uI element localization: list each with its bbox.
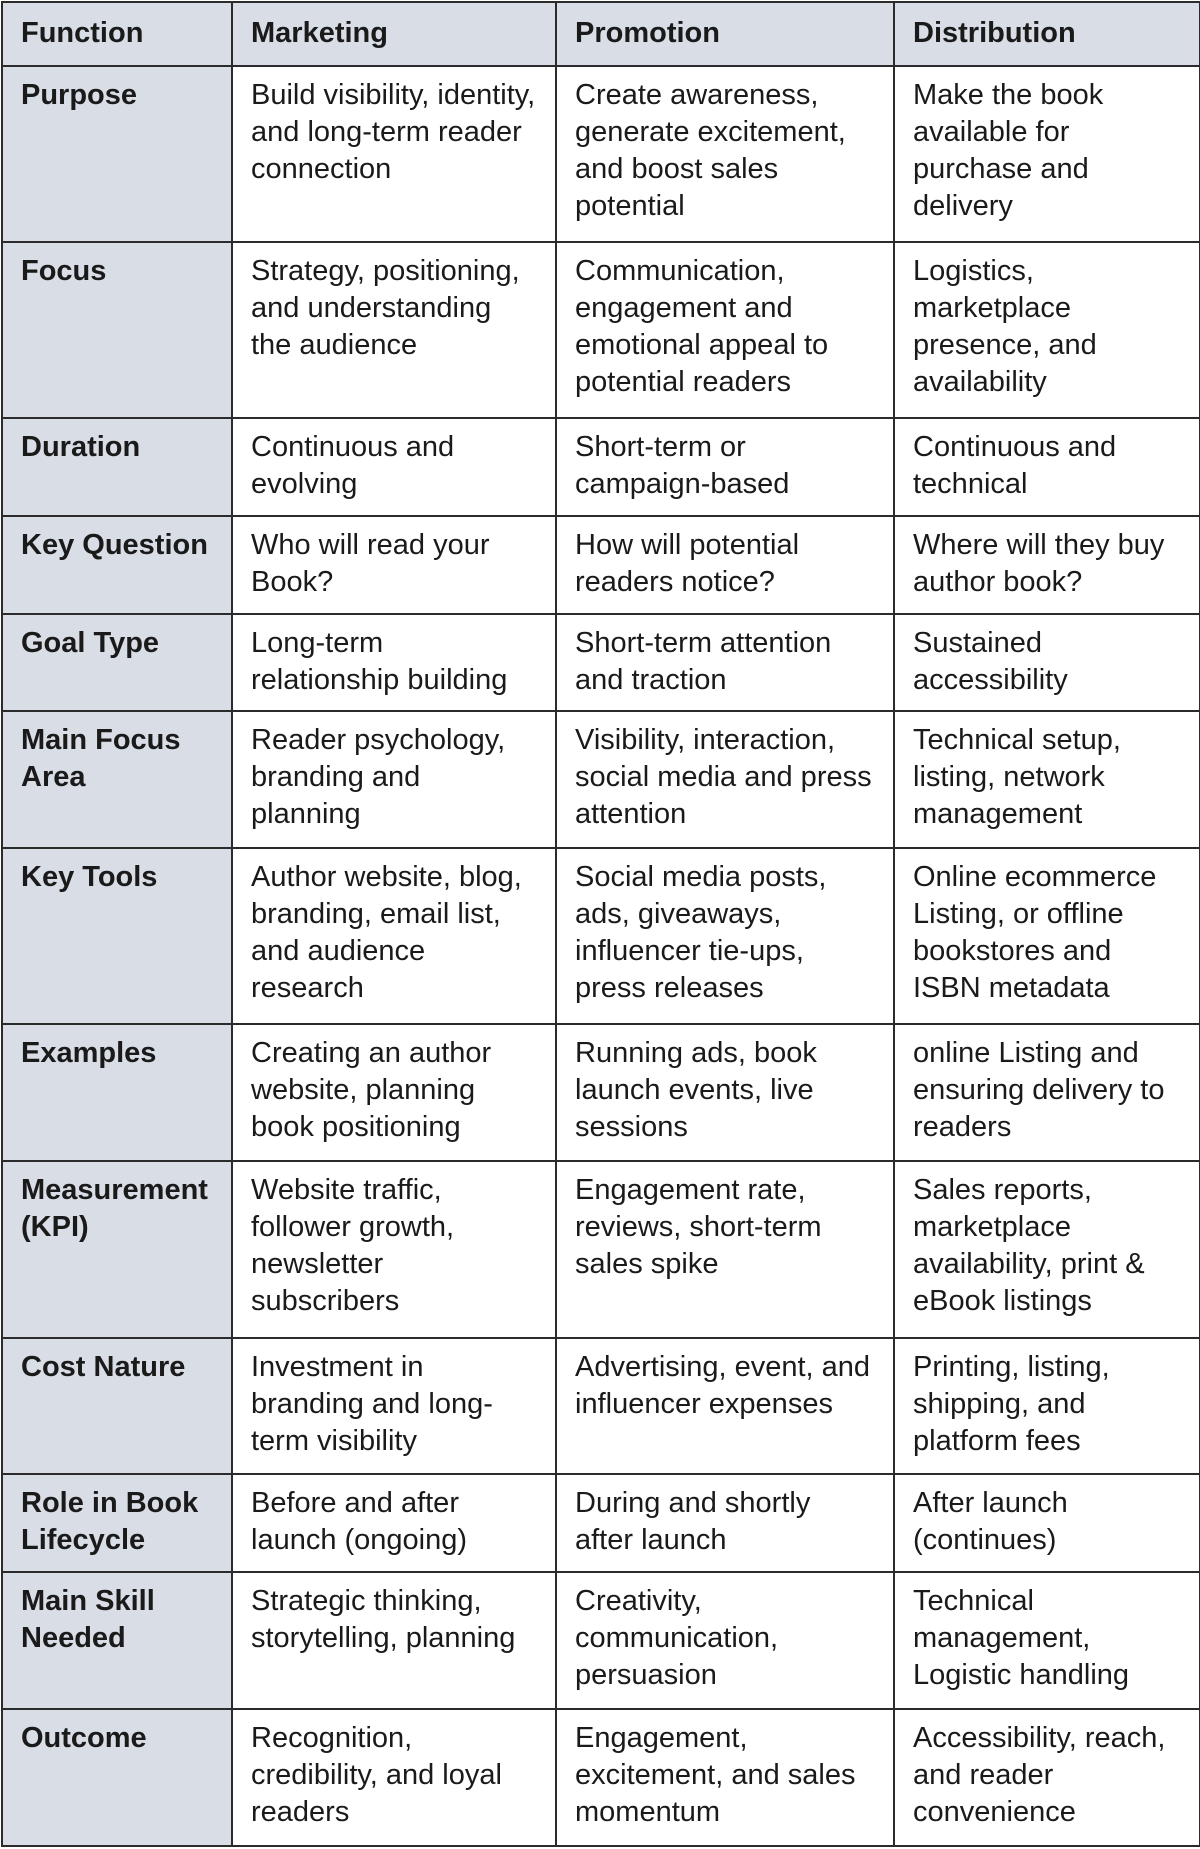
- row-label: Focus: [2, 242, 232, 418]
- row-label: Main Skill Needed: [2, 1572, 232, 1709]
- table-cell: Strategic thinking, storytelling, planning: [232, 1572, 556, 1709]
- row-label: Purpose: [2, 66, 232, 242]
- row-label: Main Focus Area: [2, 711, 232, 848]
- table-cell: Create awareness, generate excitement, and boost sales potential: [556, 66, 894, 242]
- row-label: Examples: [2, 1024, 232, 1161]
- table-cell: Creating an author website, planning book positioning: [232, 1024, 556, 1161]
- table-cell: Sales reports, marketplace availability, print & eBook listings: [894, 1161, 1200, 1337]
- row-label: Outcome: [2, 1709, 232, 1846]
- comparison-table-container: [0, 1, 1200, 1849]
- table-cell: Who will read your Book?: [232, 516, 556, 614]
- header-cell-marketing: Marketing: [232, 2, 556, 66]
- row-label: Measurement (KPI): [2, 1161, 232, 1337]
- table-cell: Visibility, interaction, social media and press attention: [556, 711, 894, 848]
- row-label: Key Tools: [2, 848, 232, 1024]
- table-cell: Accessibility, reach, and reader convenience: [894, 1709, 1200, 1846]
- table-row: [2, 1161, 1200, 1337]
- table-cell: Website traffic, follower growth, newsletter subscribers: [232, 1161, 556, 1337]
- table-cell: Advertising, event, and influencer expenses: [556, 1338, 894, 1475]
- table-cell: Technical management, Logistic handling: [894, 1572, 1200, 1709]
- table-cell: online Listing and ensuring delivery to readers: [894, 1024, 1200, 1161]
- table-cell: Author website, blog, branding, email list, and audience research: [232, 848, 556, 1024]
- header-cell-distribution: Distribution: [894, 2, 1200, 66]
- table-row: [2, 614, 1200, 712]
- table-cell: Social media posts, ads, giveaways, influencer tie-ups, press releases: [556, 848, 894, 1024]
- table-body: [2, 66, 1200, 1846]
- table-row: [2, 711, 1200, 848]
- table-cell: Reader psychology, branding and planning: [232, 711, 556, 848]
- table-cell: Online ecommerce Listing, or offline bookstores and ISBN metadata: [894, 848, 1200, 1024]
- table-cell: Before and after launch (ongoing): [232, 1474, 556, 1572]
- table-cell: During and shortly after launch: [556, 1474, 894, 1572]
- table-cell: Where will they buy author book?: [894, 516, 1200, 614]
- table-cell: Make the book available for purchase and delivery: [894, 66, 1200, 242]
- comparison-table: [1, 1, 1200, 1847]
- table-row: [2, 1024, 1200, 1161]
- table-row: [2, 848, 1200, 1024]
- table-cell: Continuous and evolving: [232, 418, 556, 516]
- table-row: [2, 418, 1200, 516]
- table-cell: Running ads, book launch events, live sessions: [556, 1024, 894, 1161]
- table-cell: Technical setup, listing, network management: [894, 711, 1200, 848]
- table-cell: Continuous and technical: [894, 418, 1200, 516]
- table-cell: Engagement, excitement, and sales momentum: [556, 1709, 894, 1846]
- table-row: [2, 516, 1200, 614]
- table-cell: Printing, listing, shipping, and platform fees: [894, 1338, 1200, 1475]
- table-cell: Engagement rate, reviews, short-term sales spike: [556, 1161, 894, 1337]
- table-cell: Sustained accessibility: [894, 614, 1200, 712]
- table-cell: Creativity, communication, persuasion: [556, 1572, 894, 1709]
- table-row: [2, 1474, 1200, 1572]
- row-label: Key Question: [2, 516, 232, 614]
- table-cell: Logistics, marketplace presence, and availability: [894, 242, 1200, 418]
- table-cell: Recognition, credibility, and loyal readers: [232, 1709, 556, 1846]
- table-row: [2, 1572, 1200, 1709]
- table-cell: Communication, engagement and emotional appeal to potential readers: [556, 242, 894, 418]
- table-row: [2, 66, 1200, 242]
- header-row: [2, 2, 1200, 66]
- row-label: Cost Nature: [2, 1338, 232, 1475]
- table-cell: Build visibility, identity, and long-term reader connection: [232, 66, 556, 242]
- table-cell: Short-term attention and traction: [556, 614, 894, 712]
- row-label: Goal Type: [2, 614, 232, 712]
- table-cell: After launch (continues): [894, 1474, 1200, 1572]
- table-cell: How will potential readers notice?: [556, 516, 894, 614]
- header-cell-function: Function: [2, 2, 232, 66]
- table-row: [2, 1709, 1200, 1846]
- table-row: [2, 1338, 1200, 1475]
- table-cell: Strategy, positioning, and understanding the audience: [232, 242, 556, 418]
- table-cell: Short-term or campaign-based: [556, 418, 894, 516]
- table-cell: Long-term relationship building: [232, 614, 556, 712]
- header-cell-promotion: Promotion: [556, 2, 894, 66]
- row-label: Duration: [2, 418, 232, 516]
- table-header: [2, 2, 1200, 66]
- table-row: [2, 242, 1200, 418]
- row-label: Role in Book Lifecycle: [2, 1474, 232, 1572]
- table-cell: Investment in branding and long-term visibility: [232, 1338, 556, 1475]
